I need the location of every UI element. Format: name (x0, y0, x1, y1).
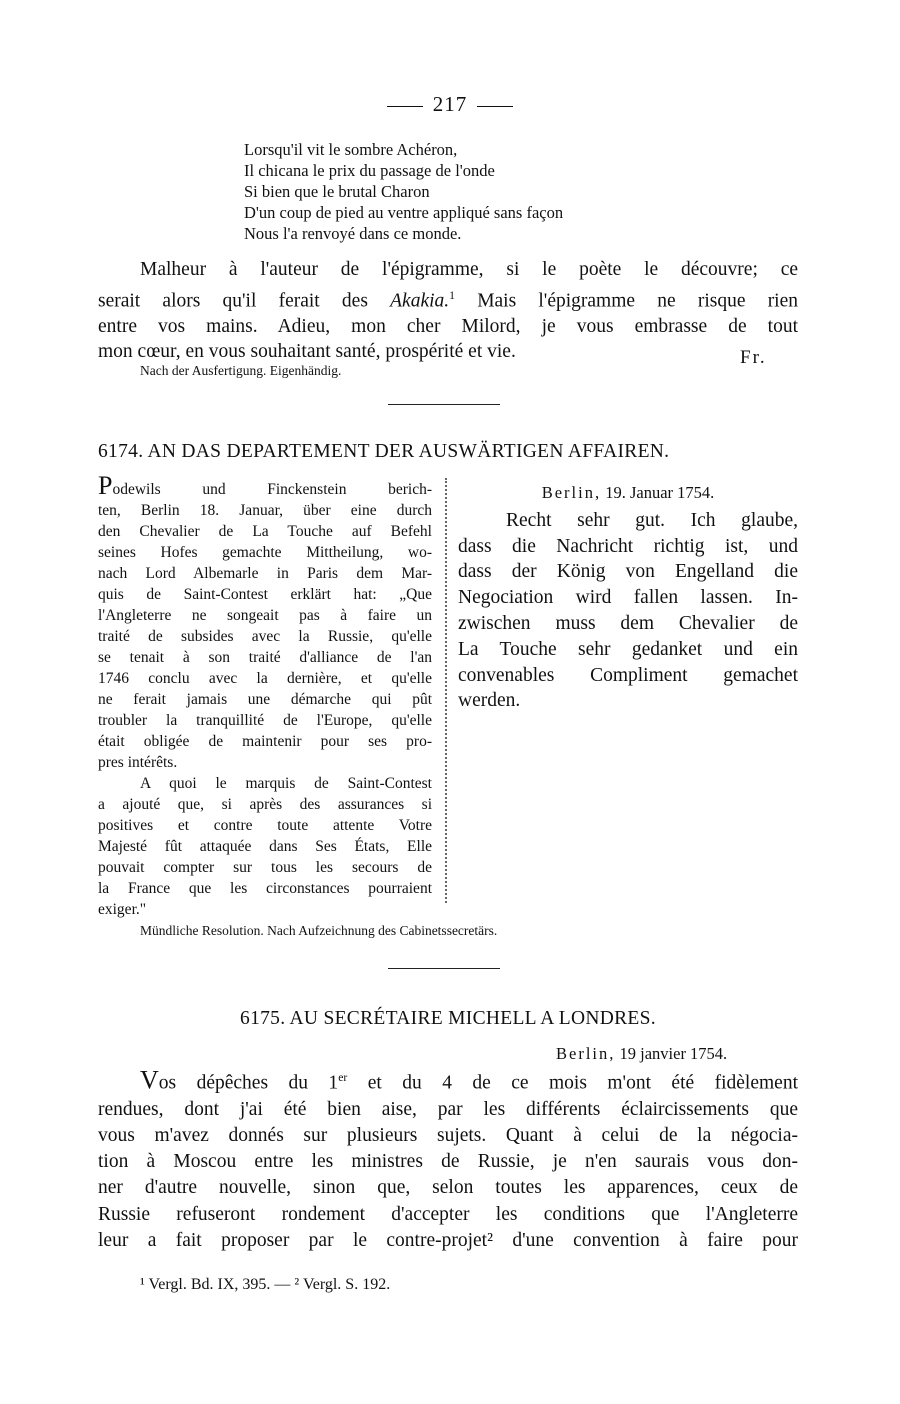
initial-letter: V (140, 1065, 159, 1095)
text-line: Recht sehr gut. Ich glaube, (506, 509, 798, 531)
text-line: zwischen muss dem Chevalier de (458, 612, 798, 634)
dateline: Berlin, 19 janvier 1754. (556, 1044, 728, 1063)
line-rest: odewils und Finckenstein berich- (112, 481, 432, 498)
text-line: entre vos mains. Adieu, mon cher Milord, je vous embrasse de tout (98, 315, 798, 337)
section-divider (388, 968, 500, 969)
source-note: Nach der Ausfertigung. Eigenhändig. (140, 363, 342, 378)
text-line: nach Lord Albemarle in Paris dem Mar- (98, 565, 432, 582)
text-line: ner d'autre nouvelle, sinon que, selon toutes les apparences, ceux de (98, 1177, 798, 1199)
text-line: était obligée de maintenir pour ses pro- (98, 733, 432, 750)
text-line: 1746 conclu avec la dernière, et qu'elle (98, 670, 432, 687)
text-line: Negociation wird fallen lassen. In- (458, 587, 798, 609)
text-line: ne ferait jamais une démarche qui pût (98, 691, 432, 708)
verse-line: Il chicana le prix du passage de l'onde (244, 161, 495, 180)
text-line: Malheur à l'auteur de l'épigramme, si le poète le découvre; ce (140, 259, 798, 280)
footnotes: ¹ Vergl. Bd. IX, 395. — ² Vergl. S. 192. (140, 1276, 391, 1293)
page-number-line (0, 92, 900, 117)
text-line: tion à Moscou entre les ministres de Russie, je n'en saurais vous don- (98, 1151, 798, 1173)
letter-paragraph (98, 1065, 798, 1254)
text-line: Russie refuseront rondement d'accepter les conditions que l'Angleterre (98, 1203, 798, 1225)
text-line: La Touche sehr gedanket und ein (458, 638, 798, 660)
dash-right (477, 106, 513, 107)
verse-line: Si bien que le brutal Charon (244, 182, 430, 201)
text-line (98, 471, 432, 500)
text-line: a ajouté que, si après des assurances si (98, 796, 432, 813)
text-line: troubler la tranquillité de l'Europe, qu'elle (98, 712, 432, 729)
text-line: pouvait compter sur tous les secours de (98, 859, 432, 876)
text-line: pres intérêts. (98, 754, 178, 771)
text-line: exiger." (98, 901, 147, 918)
text-line: leur a fait proposer par le contre-projet² d'une convention à faire pour (98, 1229, 798, 1251)
section-divider (388, 404, 500, 405)
section-heading: 6175. AU SECRÉTAIRE MICHELL A LONDRES. (240, 1008, 656, 1029)
dash-left (387, 106, 423, 107)
verse-block (244, 139, 563, 244)
text-line: l'Angleterre ne songeait pas à faire un (98, 607, 432, 624)
text-line: Vos dépêches du 1er et du 4 de ce mois m'ont été fidèlement (140, 1065, 798, 1095)
text-line: A quoi le marquis de Saint-Contest (140, 775, 432, 792)
column-separator (445, 478, 447, 903)
letter-paragraph (98, 257, 798, 365)
akakia-italic: Akakia. (390, 290, 450, 311)
dateline: Berlin, 19. Januar 1754. (541, 483, 715, 502)
text-line: quis de Saint-Contest erklärt hat: „Que (98, 586, 432, 603)
resolution-column (458, 480, 798, 714)
text-line: vous m'avez donnés sur plusieurs sujets. Quant à celui de la négocia- (98, 1124, 798, 1146)
summary-column (98, 471, 432, 920)
section-heading: 6174. AN DAS DEPARTEMENT DER AUSWÄRTIGEN AFFAIREN. (98, 441, 670, 462)
text-line: ten, Berlin 18. Januar, über eine durch (98, 502, 432, 519)
text-line: serait alors qu'il ferait des Akakia.$^1$ Mais l'épigramme ne risque rien (98, 288, 799, 311)
verse-line: Lorsqu'il vit le sombre Achéron, (244, 140, 458, 159)
text-line: dass der König von Engelland die (458, 561, 798, 583)
footnote-mark: 1 (449, 288, 455, 302)
text-line: se tenait à son traité d'alliance de l'an (98, 649, 432, 666)
text-line: dass die Nachricht richtig ist, und (458, 535, 798, 557)
text-line: rendues, dont j'ai été bien aise, par les différents éclaircissements que (98, 1098, 798, 1120)
verse-line: Nous l'a renvoyé dans ce monde. (244, 224, 462, 243)
text-line: positives et contre toute attente Votre (98, 817, 432, 834)
signature: Fr. (740, 347, 767, 368)
page-number: 217 (432, 92, 468, 116)
source-note: Mündliche Resolution. Nach Aufzeichnung des Cabinetssecretärs. (140, 923, 498, 938)
text-line: den Chevalier de La Touche auf Befehl (98, 523, 432, 540)
text-line: convenables Compliment gemachet (458, 664, 798, 686)
text-line: Majesté fût attaquée dans Ses États, Elle (98, 838, 432, 855)
text-line: mon cœur, en vous souhaitant santé, prospérité et vie. (98, 341, 516, 362)
verse-line: D'un coup de pied au ventre appliqué sans façon (244, 203, 564, 222)
text-line: traité de subsides avec la Russie, qu'elle (98, 628, 432, 645)
text-line: seines Hofes gemachte Mittheilung, wo- (98, 544, 432, 561)
text-line: la France que les circonstances pourraient (98, 880, 432, 897)
text-line: werden. (458, 690, 521, 712)
initial-letter: P (98, 471, 113, 500)
